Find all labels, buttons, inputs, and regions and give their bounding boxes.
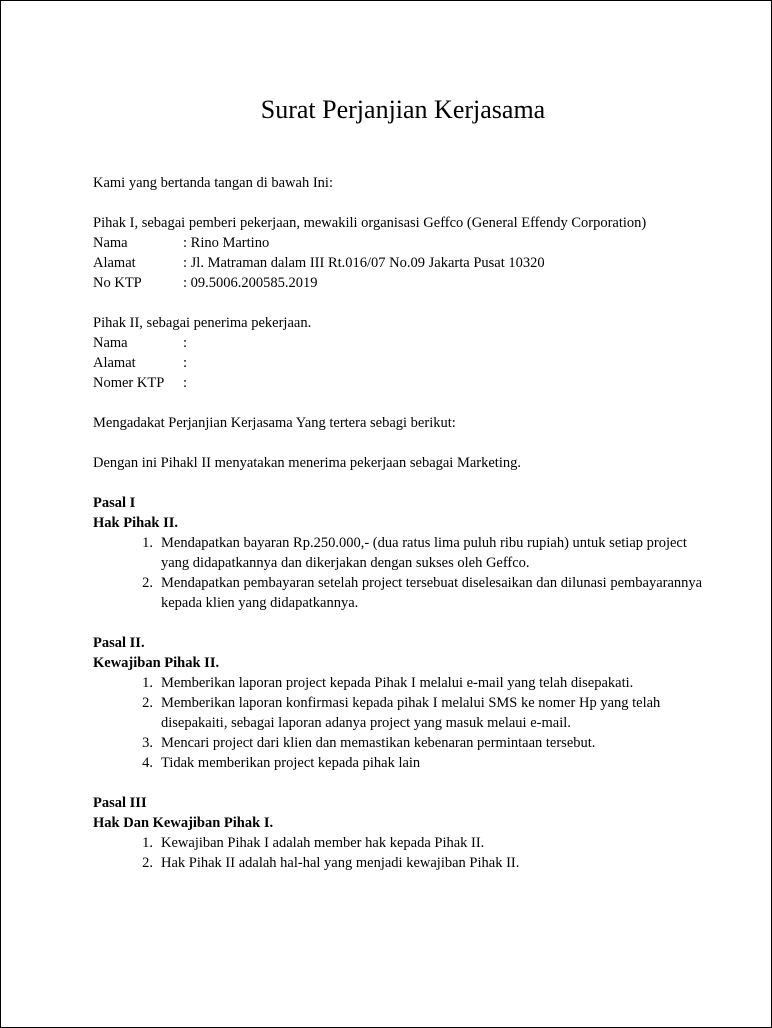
pasal3-subtitle: Hak Dan Kewajiban Pihak I. bbox=[93, 815, 274, 831]
pihak2-field-row bbox=[93, 353, 713, 373]
list-item bbox=[93, 533, 713, 573]
document-title: Surat Perjanjian Kerjasama bbox=[260, 95, 546, 124]
list-number: 2. bbox=[142, 695, 153, 711]
pasal1-subtitle: Hak Pihak II. bbox=[93, 515, 179, 531]
field-label: Alamat bbox=[93, 355, 136, 371]
list-text: Hak Pihak II adalah hal-hal yang menjadi kewajiban Pihak II. bbox=[161, 855, 520, 871]
pasal1-list bbox=[93, 533, 713, 613]
list-item bbox=[93, 833, 713, 853]
list-text: Tidak memberikan project kepada pihak lain bbox=[161, 755, 421, 771]
field-value: : bbox=[183, 335, 188, 351]
pihak2-field-row bbox=[93, 373, 713, 393]
field-value: : 09.5006.200585.2019 bbox=[183, 275, 318, 291]
pasal3-title: Pasal III bbox=[93, 795, 147, 811]
field-label: Nama bbox=[93, 335, 128, 351]
pasal2-list bbox=[93, 673, 713, 773]
list-item bbox=[93, 673, 713, 693]
list-number: 1. bbox=[142, 675, 153, 691]
pihak2-heading: Pihak II, sebagai penerima pekerjaan. bbox=[93, 315, 312, 331]
list-number: 4. bbox=[142, 755, 153, 771]
list-item bbox=[93, 693, 713, 733]
field-value: : bbox=[183, 355, 188, 371]
statement-text: Dengan ini Pihakl II menyatakan menerima pekerjaan sebagai Marketing. bbox=[93, 455, 521, 471]
list-item bbox=[93, 853, 713, 873]
pihak1-heading: Pihak I, sebagai pemberi pekerjaan, mewakili organisasi Geffco (General Effendy Corporation) bbox=[93, 215, 647, 231]
field-value: : bbox=[183, 375, 188, 391]
list-item bbox=[93, 753, 713, 773]
intro-text: Kami yang bertanda tangan di bawah Ini: bbox=[93, 175, 333, 191]
field-value: : Jl. Matraman dalam III Rt.016/07 No.09 Jakarta Pusat 10320 bbox=[183, 255, 545, 271]
pasal2-title: Pasal II. bbox=[93, 635, 145, 651]
list-text: Mencari project dari klien dan memastikan kebenaran permintaan tersebut. bbox=[161, 735, 596, 751]
agreement-text: Mengadakat Perjanjian Kerjasama Yang tertera sebagi berikut: bbox=[93, 415, 456, 431]
pasal1-title: Pasal I bbox=[93, 495, 136, 511]
list-text: Mendapatkan pembayaran setelah project tersebuat diselesaikan dan dilunasi pembayarannya kepada klien yang didapatkannya. bbox=[161, 575, 703, 611]
list-number: 3. bbox=[142, 735, 153, 751]
field-value: : Rino Martino bbox=[183, 235, 270, 251]
field-label: No KTP bbox=[93, 275, 142, 291]
field-label: Nomer KTP bbox=[93, 375, 165, 391]
document-body bbox=[93, 93, 713, 873]
list-number: 2. bbox=[142, 575, 153, 591]
list-text: Memberikan laporan project kepada Pihak I melalui e-mail yang telah disepakati. bbox=[161, 675, 634, 691]
list-text: Mendapatkan bayaran Rp.250.000,- (dua ratus lima puluh ribu rupiah) untuk setiap project yang didapatkannya dan dikerjakan dengan sukses oleh Geffco. bbox=[161, 535, 687, 571]
pihak2-field-row bbox=[93, 333, 713, 353]
list-text: Kewajiban Pihak I adalah member hak kepada Pihak II. bbox=[161, 835, 485, 851]
list-item bbox=[93, 733, 713, 753]
list-text: Memberikan laporan konfirmasi kepada pihak I melalui SMS ke nomer Hp yang telah disepakaiti, sebagai laporan adanya project yang masuk melaui e-mail. bbox=[161, 695, 661, 731]
list-number: 2. bbox=[142, 855, 153, 871]
pasal2-subtitle: Kewajiban Pihak II. bbox=[93, 655, 220, 671]
pasal3-list bbox=[93, 833, 713, 873]
list-number: 1. bbox=[142, 835, 153, 851]
pihak1-field-row bbox=[93, 233, 713, 253]
pihak1-field-row bbox=[93, 253, 713, 273]
list-item bbox=[93, 573, 713, 613]
list-number: 1. bbox=[142, 535, 153, 551]
field-label: Nama bbox=[93, 235, 128, 251]
field-label: Alamat bbox=[93, 255, 136, 271]
pihak1-field-row bbox=[93, 273, 713, 293]
